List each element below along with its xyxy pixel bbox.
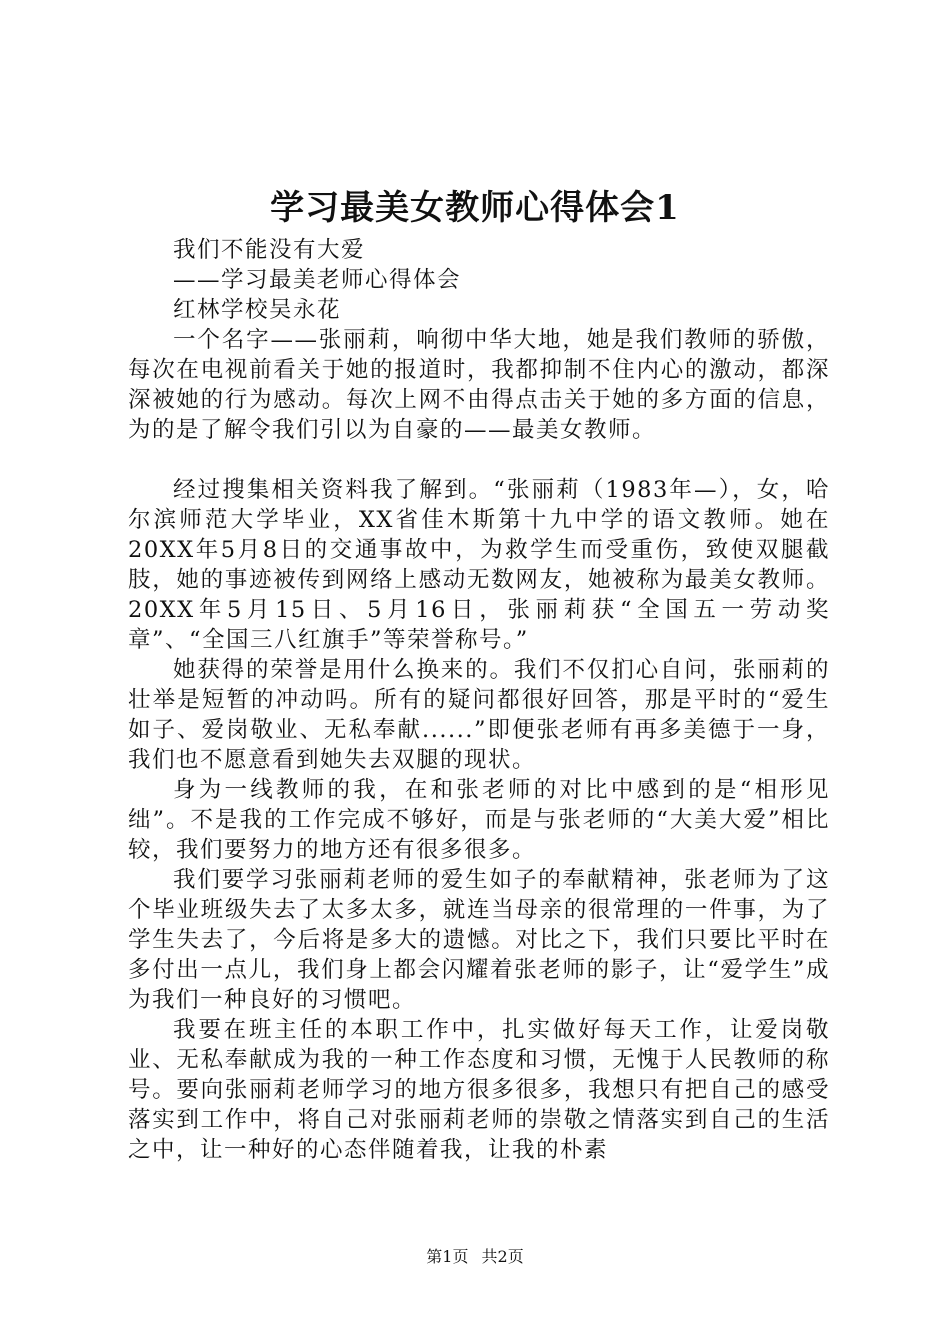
paragraph: 身为一线教师的我，在和张老师的对比中感到的是“相形见绌”。不是我的工作完成不够好，而是与张老师的“大美大爱”相比较，我们要努力的地方还有很多很多。 <box>128 777 830 863</box>
document-body <box>128 235 830 1165</box>
paragraph: 她获得的荣誉是用什么换来的。我们不仅扪心自问，张丽莉的壮举是短暂的冲动吗。所有的疑问都很好回答，那是平时的“爱生如子、爱岗敬业、无私奉献......”即便张老师有再多美德于一身，我们也不愿意看到她失去双腿的现状。 <box>128 657 830 773</box>
subtitle-line: 我们不能没有大爱 <box>173 237 366 263</box>
author-line: 红林学校吴永花 <box>173 297 342 323</box>
subtitle-line: ——学习最美老师心得体会 <box>173 267 462 293</box>
paragraph: 我要在班主任的本职工作中，扎实做好每天工作，让爱岗敬业、无私奉献成为我的一种工作态度和习惯，无愧于人民教师的称号。要向张丽莉老师学习的地方很多很多，我想只有把自己的感受落实到工作中，将自己对张丽莉老师的崇敬之情落实到自己的生活之中，让一种好的心态伴随着我，让我的朴素 <box>128 1017 830 1163</box>
page-number: 第1页 <box>426 1247 469 1266</box>
paragraph: 经过搜集相关资料我了解到。“张丽莉（1983年—），女，哈尔滨师范大学毕业，XX省佳木斯第十九中学的语文教师。她在20XX年5月8日的交通事故中，为救学生而受重伤，致使双腿截肢，她的事迹被传到网络上感动无数网友，她被称为最美女教师。20XX年5月15日、5月16日，张丽莉获“全国五一劳动奖章”、“全国三八红旗手”等荣誉称号。” <box>128 477 830 653</box>
paragraph: 一个名字——张丽莉，响彻中华大地，她是我们教师的骄傲，每次在电视前看关于她的报道时，我都抑制不住内心的激动，都深深被她的行为感动。每次上网不由得点击关于她的多方面的信息，为的是了解令我们引以为自豪的——最美女教师。 <box>128 327 830 443</box>
page-footer <box>0 1247 950 1267</box>
page-total: 共2页 <box>481 1247 524 1266</box>
paragraph: 我们要学习张丽莉老师的爱生如子的奉献精神，张老师为了这个毕业班级失去了太多太多，就连当母亲的很常理的一件事，为了学生失去了，今后将是多大的遗憾。对比之下，我们只要比平时在多付出一点儿，我们身上都会闪耀着张老师的影子，让“爱学生”成为我们一种良好的习惯吧。 <box>128 867 830 1013</box>
document-title: 学习最美女教师心得体会1 <box>270 188 680 228</box>
